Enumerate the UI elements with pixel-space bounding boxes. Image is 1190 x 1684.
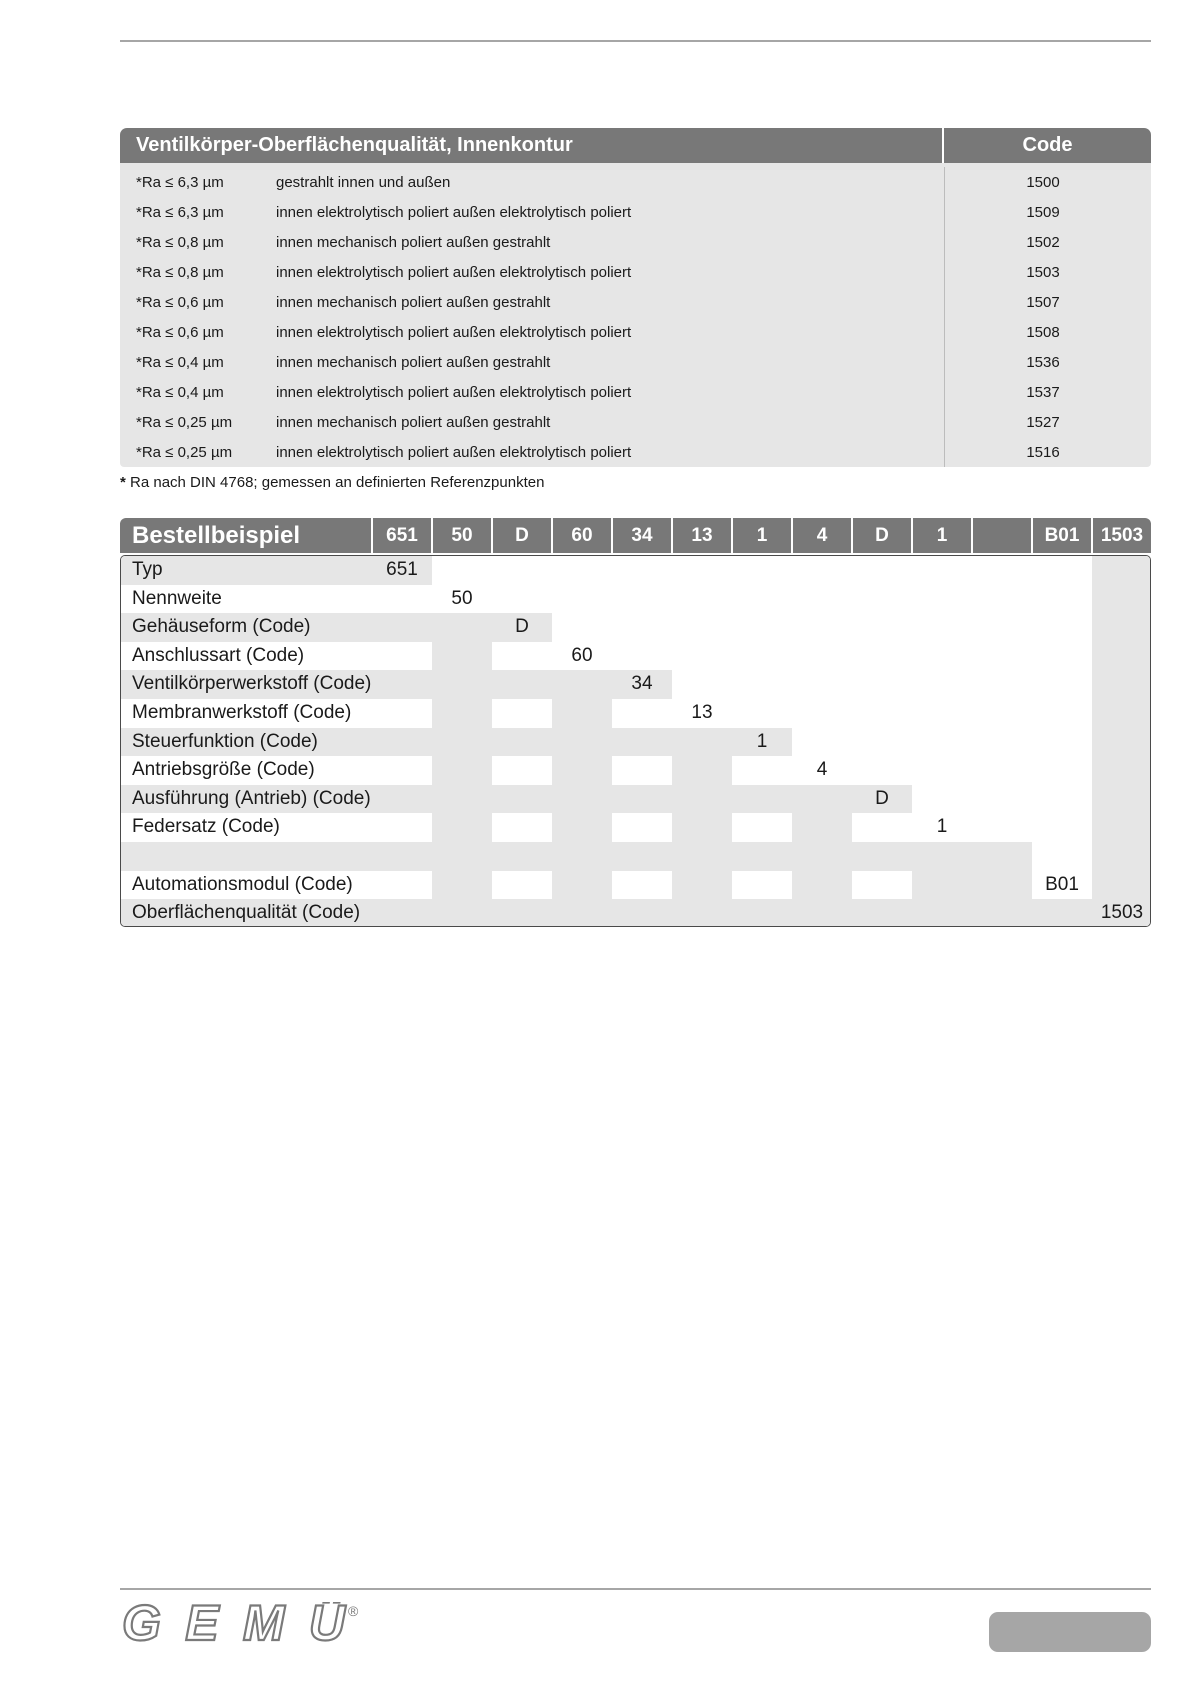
finish-description: innen elektrolytisch poliert außen elektrolytisch poliert (276, 383, 632, 401)
finish-description: innen mechanisch poliert außen gestrahlt (276, 413, 551, 431)
table-row (120, 197, 1151, 227)
order-row-value: D (875, 787, 889, 809)
finish-code: 1536 (944, 347, 1151, 377)
order-row-value: 50 (451, 587, 473, 609)
finish-code: 1507 (944, 287, 1151, 317)
finish-code: 1516 (944, 437, 1151, 467)
order-code-header: 1 (733, 518, 791, 553)
ra-value: *Ra ≤ 6,3 µm (136, 203, 224, 221)
order-row-value: 1 (756, 730, 768, 752)
finish-code: 1502 (944, 227, 1151, 257)
order-row-value: 1 (936, 816, 948, 838)
ra-value: *Ra ≤ 0,25 µm (136, 413, 233, 431)
finish-code: 1537 (944, 377, 1151, 407)
table-row (120, 407, 1151, 437)
ra-value: *Ra ≤ 0,8 µm (136, 263, 224, 281)
ra-value: *Ra ≤ 0,8 µm (136, 233, 224, 251)
finish-code: 1500 (944, 167, 1151, 197)
column-band (432, 613, 492, 927)
column-band (1092, 556, 1151, 927)
table-row (120, 347, 1151, 377)
finish-code: 1503 (944, 257, 1151, 287)
footnote-text: Ra nach DIN 4768; gemessen an definierten Referenzpunkten (125, 474, 545, 491)
gemu-logo-icon (120, 1602, 360, 1646)
order-row-value: 60 (571, 644, 593, 666)
finish-description: innen elektrolytisch poliert außen elektrolytisch poliert (276, 323, 632, 341)
order-row-label: Automationsmodul (Code) (132, 873, 353, 895)
order-code-header: 1503 (1093, 518, 1151, 553)
order-code-header: B01 (1033, 518, 1091, 553)
order-row-label: Ausführung (Antrieb) (Code) (132, 787, 371, 809)
order-example-title: Bestellbeispiel (120, 518, 371, 553)
table-row (120, 227, 1151, 257)
order-example-body (120, 555, 1151, 927)
order-row-value: 34 (631, 673, 653, 695)
order-code-header: 1 (913, 518, 971, 553)
gemu-logo (120, 1602, 360, 1651)
order-code-header: 13 (673, 518, 731, 553)
row-band (121, 842, 1032, 871)
ra-value: *Ra ≤ 0,6 µm (136, 293, 224, 311)
footnote-mark: * (120, 474, 126, 491)
order-row-label: Gehäuseform (Code) (132, 616, 311, 638)
surface-quality-header-code: Code (1022, 134, 1073, 156)
order-row-label: Typ (132, 559, 163, 580)
table-row (120, 167, 1151, 197)
order-row-value: B01 (1045, 873, 1079, 895)
order-code-header: 651 (373, 518, 431, 553)
order-code-header: 34 (613, 518, 671, 553)
order-example-header (120, 518, 1151, 553)
table-row (120, 377, 1151, 407)
finish-description: innen elektrolytisch poliert außen elektrolytisch poliert (276, 263, 632, 281)
order-row-label: Steuerfunktion (Code) (132, 730, 318, 752)
table-row (120, 287, 1151, 317)
ra-value: *Ra ≤ 6,3 µm (136, 173, 224, 191)
finish-description: innen elektrolytisch poliert außen elektrolytisch poliert (276, 443, 632, 461)
order-row-label: Ventilkörperwerkstoff (Code) (132, 673, 372, 695)
order-row-label: Federsatz (Code) (132, 816, 280, 838)
bottom-rule (120, 1588, 1151, 1590)
order-row-value: 651 (386, 559, 418, 580)
ra-value: *Ra ≤ 0,4 µm (136, 383, 224, 401)
order-code-header: D (853, 518, 911, 553)
order-row-label: Nennweite (132, 587, 222, 609)
finish-description: gestrahlt innen und außen (276, 173, 451, 191)
ra-value: *Ra ≤ 0,6 µm (136, 323, 224, 341)
top-rule (120, 40, 1151, 42)
finish-code: 1509 (944, 197, 1151, 227)
finish-code: 1527 (944, 407, 1151, 437)
finish-description: innen mechanisch poliert außen gestrahlt (276, 293, 551, 311)
order-row-label: Oberflächenqualität (Code) (132, 902, 361, 924)
order-row-value: 13 (691, 702, 713, 723)
ra-value: *Ra ≤ 0,4 µm (136, 353, 224, 371)
order-row-label: Membranwerkstoff (Code) (132, 702, 352, 723)
column-band (672, 728, 732, 927)
table-row (120, 257, 1151, 287)
table-row (120, 437, 1151, 467)
surface-quality-body (120, 163, 1151, 467)
order-row-label: Anschlussart (Code) (132, 644, 305, 666)
finish-description: innen mechanisch poliert außen gestrahlt (276, 353, 551, 371)
surface-quality-header-label: Ventilkörper-Oberflächenqualität, Innenkontur (120, 128, 944, 163)
surface-quality-header (120, 128, 1151, 163)
finish-code: 1508 (944, 317, 1151, 347)
order-code-header: 50 (433, 518, 491, 553)
order-row-value: D (515, 616, 529, 638)
finish-description: innen elektrolytisch poliert außen elektrolytisch poliert (276, 203, 632, 221)
order-code-header: D (493, 518, 551, 553)
order-row-label: Antriebsgröße (Code) (132, 759, 315, 781)
order-row-value: 4 (816, 759, 828, 781)
order-code-header (973, 518, 1031, 553)
logo-wordmark: GEMÜ (122, 1602, 348, 1646)
surface-quality-table (120, 128, 1151, 467)
table-row (120, 317, 1151, 347)
footnote (120, 474, 544, 491)
order-row-value: 1503 (1100, 902, 1144, 924)
finish-description: innen mechanisch poliert außen gestrahlt (276, 233, 551, 251)
order-code-header: 4 (793, 518, 851, 553)
page-tab (989, 1612, 1151, 1652)
ra-value: *Ra ≤ 0,25 µm (136, 443, 233, 461)
registered-mark: ® (348, 1603, 359, 1619)
order-code-header: 60 (553, 518, 611, 553)
